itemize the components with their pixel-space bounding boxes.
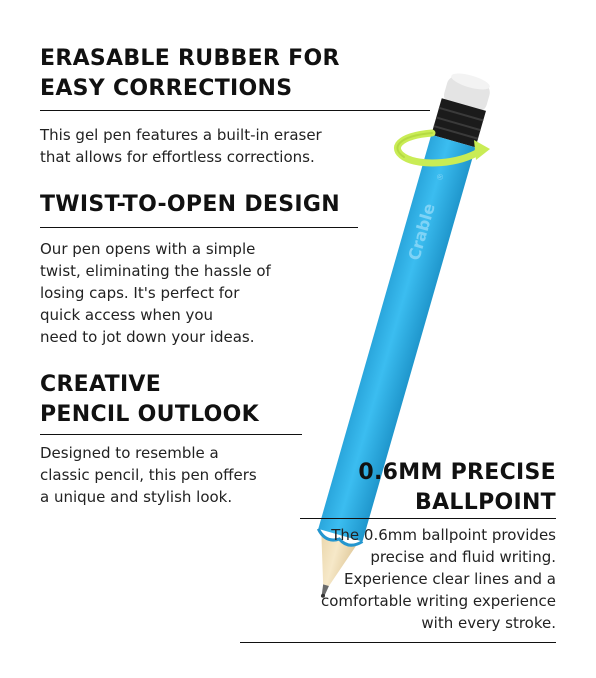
eraser-heading: ERASABLE RUBBER FOR EASY CORRECTIONS [40,46,340,101]
twist-divider [40,227,358,228]
pencil-description: Designed to resemble a classic pencil, this pen offers a unique and stylish look. [40,444,257,506]
pencil-divider [40,434,302,435]
ballpoint-description: The 0.6mm ballpoint provides precise and fluid writing. Experience clear lines and a comfortable writing experience with every stroke. [320,526,556,632]
twist-heading: TWIST-TO-OPEN DESIGN [40,192,340,217]
eraser-description: This gel pen features a built-in eraser that allows for effortless corrections. [40,126,322,166]
svg-text:®: ® [435,171,446,182]
eraser-divider [40,110,430,111]
ballpoint-heading: 0.6MM PRECISE BALLPOINT [358,460,556,515]
ballpoint-divider [300,518,556,519]
twist-description: Our pen opens with a simple twist, eliminating the hassle of losing caps. It's perfect for quick access when you need to jot down your ideas. [40,240,271,346]
pencil-heading: CREATIVE PENCIL OUTLOOK [40,372,260,427]
bottom-divider [240,642,556,643]
brand-logo: Crable [404,201,439,263]
